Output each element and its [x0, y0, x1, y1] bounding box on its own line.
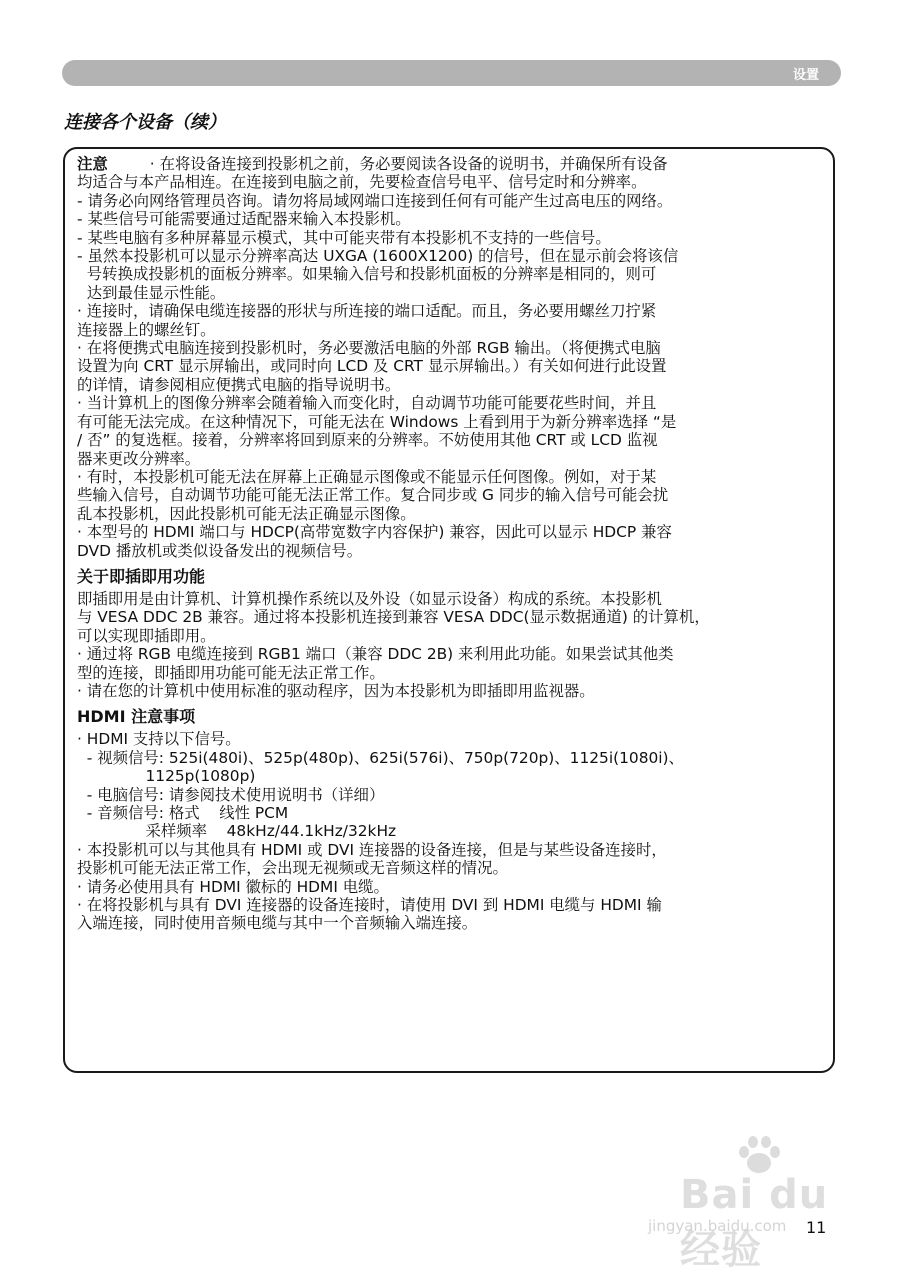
hdmi-line: - 音频信号: 格式 线性 PCM	[77, 804, 289, 822]
hdmi-heading: HDMI 注意事项	[77, 707, 196, 727]
notice-heading: 注意	[77, 155, 108, 173]
hdmi-line: - 电脑信号: 请参阅技术使用说明书（详细）	[77, 785, 385, 804]
notice-first-text: · 在将设备连接到投影机之前，务必要阅读各设备的说明书，并确保所有设备	[149, 155, 668, 173]
notice-line: 均适合与本产品相连。在连接到电脑之前，先要检查信号电平、信号定时和分辨率。	[77, 173, 647, 192]
page-number: 11	[806, 1218, 827, 1237]
notice-line: - 某些电脑有多种屏幕显示模式，其中可能夹带有本投影机不支持的一些信号。	[77, 228, 611, 247]
hdmi-line: · 本投影机可以与其他具有 HDMI 或 DVI 连接器的设备连接，但是与某些设备连接时，	[77, 840, 667, 859]
notice-lines	[77, 173, 819, 560]
notice-line: DVD 播放机或类似设备发出的视频信号。	[77, 541, 363, 560]
plug-and-play-line: 型的连接，即插即用功能可能无法正常工作。	[77, 663, 385, 682]
plug-and-play-line: · 请在您的计算机中使用标准的驱动程序，因为本投影机为即插即用监视器。	[77, 681, 595, 700]
notice-line: / 否” 的复选框。接着，分辨率将回到原来的分辨率。不妨使用其他 CRT 或 LCD 监视	[77, 431, 658, 450]
hdmi-line: 投影机可能无法正常工作，会出现无视频或无音频这样的情况。	[77, 859, 508, 878]
notice-line: - 请务必向网络管理员咨询。请勿将局域网端口连接到任何有可能产生过高电压的网络。	[77, 191, 673, 210]
notice-line: 连接器上的螺丝钉。	[77, 320, 216, 339]
notice-line: 些输入信号，自动调节功能可能无法正常工作。复合同步或 G 同步的输入信号可能会扰	[77, 486, 669, 505]
plug-and-play-line: · 通过将 RGB 电缆连接到 RGB1 端口（兼容 DDC 2B) 来利用此功能。如果尝试其他类	[77, 645, 674, 664]
notice-line: 达到最佳显示性能。	[77, 283, 226, 302]
notice-line: · 有时，本投影机可能无法在屏幕上正确显示图像或不能显示任何图像。例如，对于某	[77, 467, 657, 486]
hdmi-line: · 请务必使用具有 HDMI 徽标的 HDMI 电缆。	[77, 877, 389, 896]
paw-icon	[736, 1135, 782, 1175]
hdmi-line: - 视频信号: 525i(480i)、525p(480p)、625i(576i)、750p(720p)、1125i(1080i)、	[77, 748, 684, 767]
hdmi-lines	[77, 730, 819, 932]
hdmi-line: · 在将投影机与具有 DVI 连接器的设备连接时，请使用 DVI 到 HDMI 电缆与 HDMI 输	[77, 896, 662, 915]
baidu-watermark	[640, 1135, 860, 1273]
notice-line: 乱本投影机，因此投影机可能无法正确显示图像。	[77, 504, 416, 523]
hdmi-line: · HDMI 支持以下信号。	[77, 730, 241, 749]
header-bar	[62, 60, 841, 86]
watermark-text: Bai du 经验	[680, 1172, 829, 1273]
hdmi-line: 入端连接，同时使用音频电缆与其中一个音频输入端连接。	[77, 914, 478, 933]
watermark-url: jingyan.baidu.com	[648, 1217, 787, 1235]
notice-line: 号转换成投影机的面板分辨率。如果输入信号和投影机面板的分辨率是相同的，则可	[77, 265, 657, 284]
plug-and-play-heading: 关于即插即用功能	[77, 566, 206, 586]
notice-line: · 在将便携式电脑连接到投影机时，务必要激活电脑的外部 RGB 输出。（将便携式电脑	[77, 339, 661, 358]
plug-and-play-line: 可以实现即插即用。	[77, 626, 216, 645]
notice-line: 的详情，请参阅相应便携式电脑的指导说明书。	[77, 375, 401, 394]
plug-and-play-line: 即插即用是由计算机、计算机操作系统以及外设（如显示设备）构成的系统。本投影机	[77, 589, 662, 608]
header-label: 设置	[792, 68, 819, 83]
notice-line: · 本型号的 HDMI 端口与 HDCP(高带宽数字内容保护) 兼容，因此可以显示 HDCP 兼容	[77, 523, 672, 542]
notice-line: · 当计算机上的图像分辨率会随着输入而变化时，自动调节功能可能要花些时间，并且	[77, 394, 657, 413]
notice-first-line	[77, 155, 819, 173]
notice-line: 有可能无法完成。在这种情况下，可能无法在 Windows 上看到用于为新分辨率选择 “是	[77, 412, 677, 431]
notice-line: 设置为向 CRT 显示屏输出，或同时向 LCD 及 CRT 显示屏输出。）有关如何进行此设置	[77, 357, 667, 376]
plug-and-play-lines	[77, 590, 819, 700]
notice-line: - 虽然本投影机可以显示分辨率高达 UXGA (1600X1200) 的信号，但在显示前会将该信	[77, 247, 679, 266]
hdmi-line: 1125p(1080p)	[77, 767, 256, 786]
notice-line: - 某些信号可能需要通过适配器来输入本投影机。	[77, 210, 411, 229]
notice-box	[63, 147, 835, 1073]
notice-line: 器来更改分辨率。	[77, 449, 201, 468]
hdmi-line: 采样频率 48kHz/44.1kHz/32kHz	[77, 822, 397, 841]
notice-line: · 连接时，请确保电缆连接器的形状与所连接的端口适配。而且，务必要用螺丝刀拧紧	[77, 302, 657, 321]
section-title: 连接各个设备（续）	[64, 112, 226, 133]
plug-and-play-line: 与 VESA DDC 2B 兼容。通过将本投影机连接到兼容 VESA DDC(显示数据通道) 的计算机，	[77, 608, 710, 627]
